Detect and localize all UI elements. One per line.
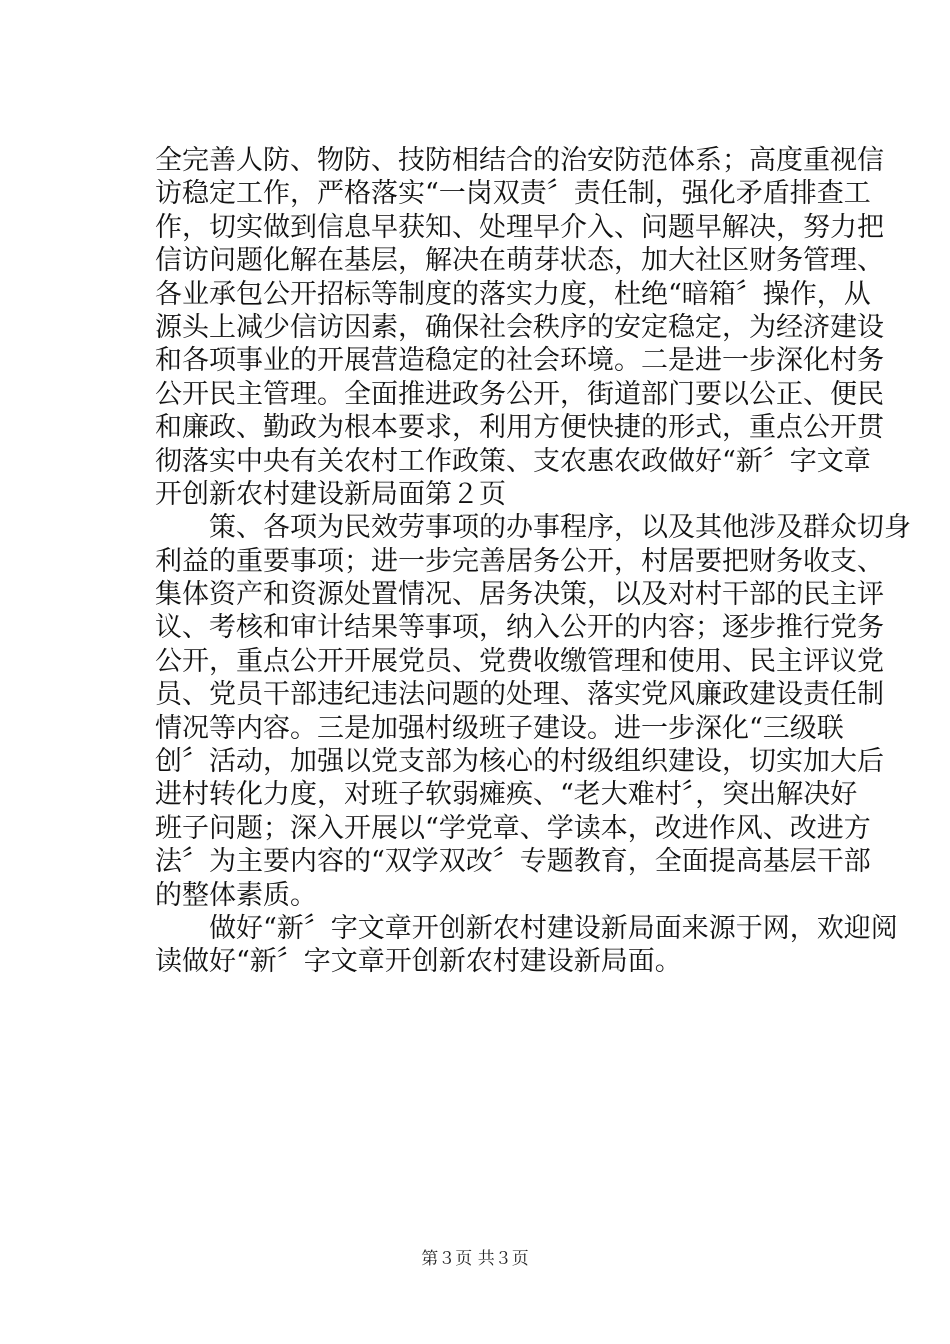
text-line: 法〞为主要内容的“双学双改〞专题教育，全面提高基层干部 (155, 846, 871, 878)
text-line: 集体资产和资源处置情况、居务决策，以及对村干部的民主评 (155, 579, 884, 611)
page-number-footer: 第３页 共３页 (421, 1249, 529, 1269)
text-line: 创〞活动，加强以党支部为核心的村级组织建设，切实加大后 (155, 746, 884, 778)
text-line: 全完善人防、物防、技防相结合的治安防范体系；高度重视信 (155, 145, 884, 176)
text-line: 进村转化力度，对班子软弱瘫痪、“老大难村〞，突出解决好 (155, 779, 858, 811)
text-line: 情况等内容。三是加强村级班子建设。进一步深化“三级联 (155, 712, 844, 744)
text-line: 作，切实做到信息早获知、处理早介入、问题早解决，努力把 (155, 211, 884, 243)
paragraph-start-line: 策、各项为民效劳事项的办事程序，以及其他涉及群众切身 (209, 512, 911, 544)
text-line: 员、党员干部违纪违法问题的处理、落实党风廉政建设责任制 (155, 679, 884, 711)
document-body (155, 144, 911, 979)
text-line: 议、考核和审计结果等事项，纳入公开的内容；逐步推行党务 (155, 612, 884, 644)
text-line: 利益的重要事项；进一步完善居务公开，村居要把财务收支、 (155, 545, 884, 577)
text-line: 彻落实中央有关农村工作政策、支农惠农政做好“新〞字文章 (155, 445, 871, 477)
text-line: 源头上减少信访因素，确保社会秩序的安定稳定，为经济建设 (155, 311, 884, 343)
text-line: 的整体素质。 (155, 879, 317, 911)
text-line: 开创新农村建设新局面第２页 (155, 478, 506, 510)
text-line: 信访问题化解在基层，解决在萌芽状态，加大社区财务管理、 (155, 245, 884, 277)
text-line: 访稳定工作，严格落实“一岗双责〞责任制，强化矛盾排查工 (155, 178, 871, 210)
text-line: 公开，重点公开开展党员、党费收缴管理和使用、民主评议党 (155, 645, 884, 677)
text-line: 读做好“新〞字文章开创新农村建设新局面。 (155, 946, 682, 978)
paragraph-start-line: 做好“新〞字文章开创新农村建设新局面来源于网，欢迎阅 (209, 912, 898, 944)
text-line: 各业承包公开招标等制度的落实力度，杜绝“暗箱〞操作，从 (155, 278, 871, 310)
text-line: 班子问题；深入开展以“学党章、学读本，改进作风、改进方 (155, 812, 871, 844)
text-line: 公开民主管理。全面推进政务公开，街道部门要以公正、便民 (155, 378, 884, 410)
text-line: 和廉政、勤政为根本要求，利用方便快捷的形式，重点公开贯 (155, 412, 884, 444)
text-line: 和各项事业的开展营造稳定的社会环境。二是进一步深化村务 (155, 345, 884, 377)
